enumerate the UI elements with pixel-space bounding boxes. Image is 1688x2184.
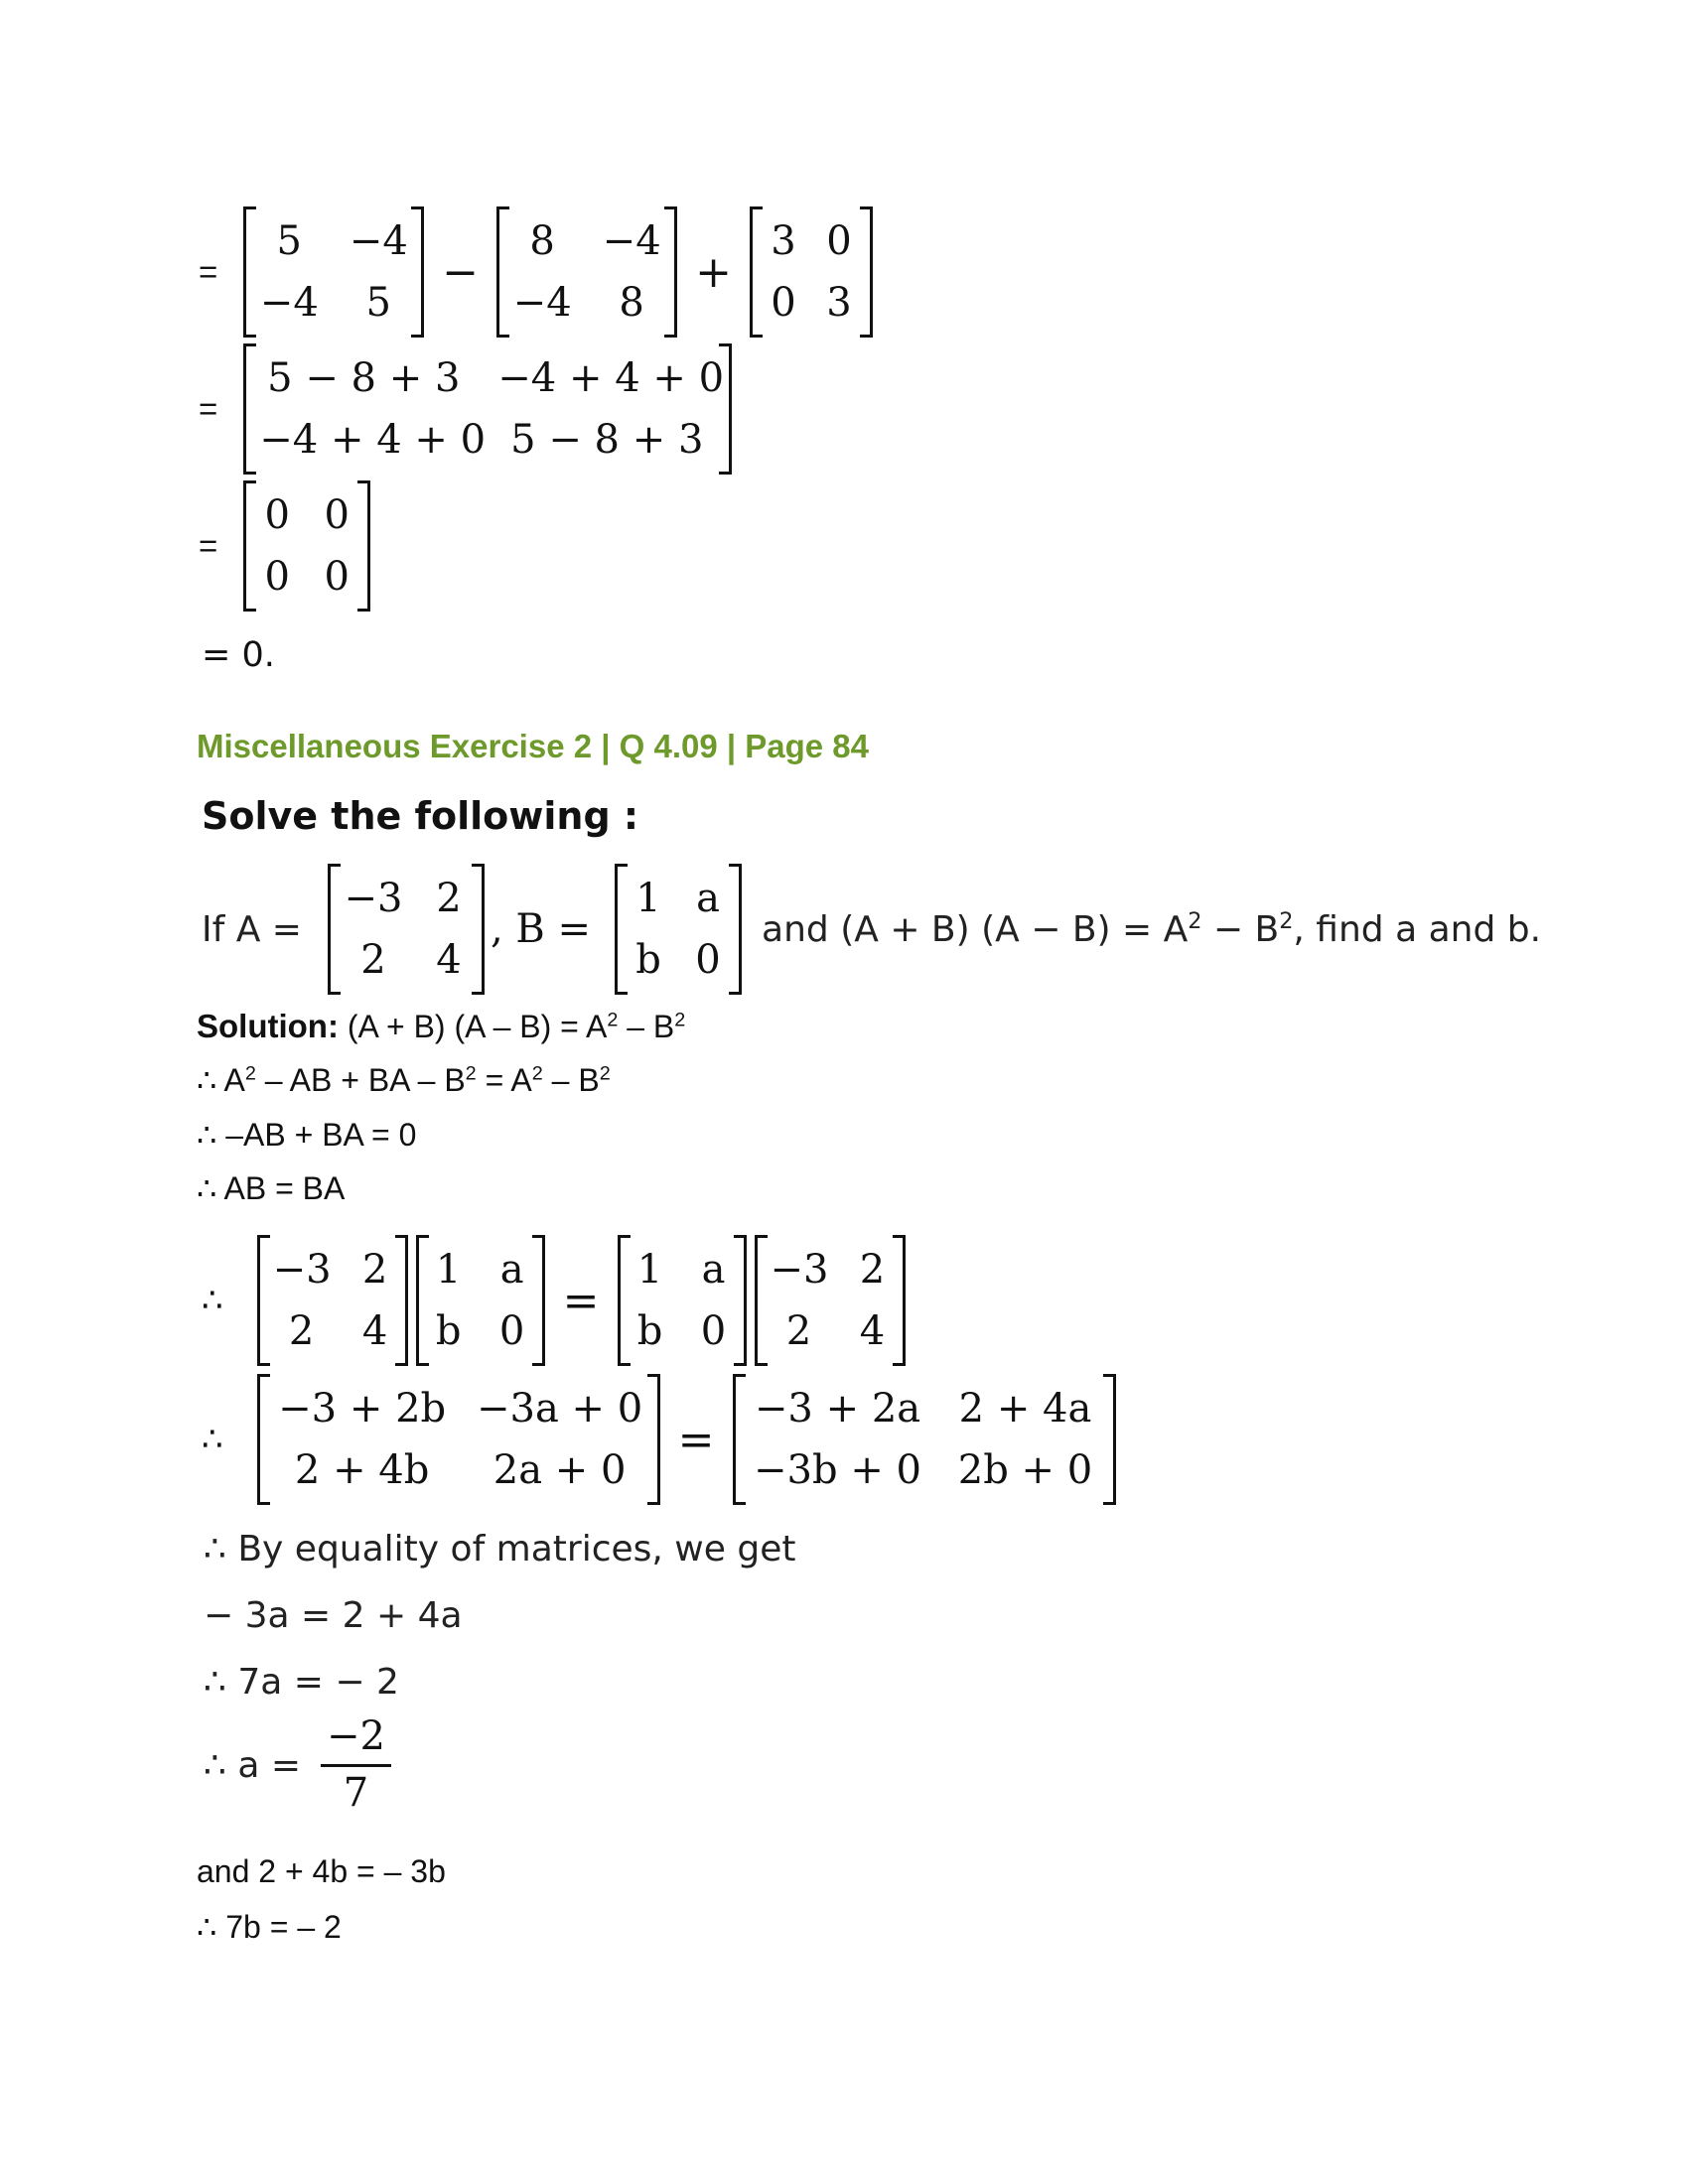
matrix-cell: −3 (770, 1247, 829, 1293)
matrix-cell: −4 + 4 + 0 (497, 355, 725, 401)
matrix-cell: 2 (361, 1247, 388, 1293)
solution-line-2: ∴ –AB + BA = 0 (197, 1117, 417, 1153)
matrix-cell: 2 (288, 1308, 315, 1354)
a-equals: ∴ a = (204, 1745, 302, 1786)
matrix-cell: −3 (272, 1247, 332, 1293)
solution-label: Solution: (197, 1008, 339, 1044)
matrix-cell: b (435, 1308, 462, 1354)
matrix-cell: b (636, 1308, 663, 1354)
matrix-cell: 0 (498, 1308, 525, 1354)
matrix-cell: a (701, 1247, 726, 1293)
matrix-cell: −3 (344, 876, 403, 921)
matrix-cell: 2 (785, 1308, 812, 1354)
fraction-a (204, 1712, 391, 1819)
therefore-symbol: ∴ (202, 1281, 223, 1320)
matrix-a (755, 1235, 906, 1366)
matrix-cell: 2 + 4a (958, 1386, 1092, 1432)
therefore-symbol: ∴ (202, 1420, 223, 1459)
matrix-cell: 2b + 0 (957, 1447, 1093, 1493)
matrix-cell: 0 (264, 492, 290, 538)
equation-7b: ∴ 7b = – 2 (197, 1909, 342, 1945)
minus-operator: − (442, 246, 480, 298)
matrix-cell: 8 (619, 280, 644, 326)
matrix-cell: 4 (859, 1308, 886, 1354)
step3-equation (199, 480, 374, 612)
numerator: −2 (321, 1712, 391, 1767)
matrix-cell: 5 − 8 + 3 (510, 417, 704, 463)
matrix-1 (243, 206, 424, 338)
matrix-cell: 0 (324, 492, 350, 538)
fraction (321, 1712, 391, 1819)
matrix-cell: 2 (436, 876, 462, 921)
matrix-sum (243, 343, 732, 475)
matrix-cell: 3 (771, 218, 796, 264)
matrix-cell: −4 (259, 280, 319, 326)
matrix-cell: 0 (324, 554, 350, 600)
matrix-cell: a (499, 1247, 524, 1293)
matrix-cell: −3b + 0 (754, 1447, 921, 1493)
step1-equation (199, 206, 877, 338)
equals-operator: = (562, 1275, 600, 1326)
matrix-cell: −3a + 0 (477, 1386, 643, 1432)
matrix-cell: −3 + 2a (754, 1386, 921, 1432)
matrix-cell: −4 + 4 + 0 (259, 417, 487, 463)
matrix-cell: 1 (636, 1247, 663, 1293)
matrix-cell: 0 (771, 280, 796, 326)
matrix-b (416, 1235, 545, 1366)
matrix-3 (750, 206, 873, 338)
b-equals: , B = (490, 906, 592, 952)
solution-line-0: Solution: (A + B) $(A - B) = A^2 - B^2$ (197, 1008, 686, 1044)
equation-a: − 3a = 2 + 4a (204, 1595, 463, 1636)
solution-line-1: ∴ $A^2$ – AB + BA – $B^2 = A^2 - B^2$ (197, 1062, 611, 1098)
matrix-cell: 2 (360, 937, 386, 983)
plus-operator: + (695, 246, 733, 298)
commutation-equation (202, 1235, 910, 1366)
equals-sign: = (199, 527, 218, 564)
solution-line-3: ∴ AB = BA (197, 1170, 346, 1206)
matrix-cell: 2 + 4b (294, 1447, 430, 1493)
equation-b: and 2 + 4b = – 3b (197, 1853, 446, 1889)
matrix-cell: 2a + 0 (492, 1447, 627, 1493)
equation-7a: ∴ 7a = − 2 (204, 1662, 399, 1703)
equals-operator: = (677, 1414, 715, 1465)
matrix-a (257, 1235, 408, 1366)
result-line: = 0. (202, 635, 275, 675)
question-prefix: If A = (202, 908, 302, 950)
product-equation (202, 1374, 1120, 1505)
question-title: Solve the following : (202, 794, 639, 838)
equals-sign: = (199, 390, 218, 427)
matrix-cell: 0 (264, 554, 290, 600)
matrix-cell: −4 (512, 280, 572, 326)
matrix-cell: a (696, 876, 720, 921)
exercise-heading[interactable]: Miscellaneous Exercise 2 | Q 4.09 | Page 84 (197, 728, 870, 764)
question-suffix: and (A + B) $(A - B) = A^2 - B^2$, find a and b. (762, 908, 1542, 950)
matrix-cell: 2 (859, 1247, 886, 1293)
question-statement (202, 864, 1541, 995)
matrix-a (328, 864, 485, 995)
matrix-cell: 0 (695, 937, 721, 983)
matrix-cell: 5 − 8 + 3 (267, 355, 461, 401)
matrix-cell: 0 (700, 1308, 727, 1354)
matrix-ab (257, 1374, 660, 1505)
matrix-cell: 1 (435, 1247, 462, 1293)
matrix-b (618, 1235, 747, 1366)
matrix-cell: 8 (529, 218, 555, 264)
matrix-cell: 0 (826, 218, 852, 264)
matrix-ba (733, 1374, 1116, 1505)
matrix-cell: −4 (349, 218, 408, 264)
matrix-cell: b (635, 937, 661, 983)
zero-matrix (243, 480, 370, 612)
matrix-cell: 5 (365, 280, 391, 326)
matrix-cell: 1 (635, 876, 661, 921)
matrix-cell: 4 (361, 1308, 388, 1354)
matrix-cell: −3 + 2b (278, 1386, 447, 1432)
equality-statement: ∴ By equality of matrices, we get (204, 1529, 796, 1570)
matrix-cell: 5 (276, 218, 302, 264)
equals-sign: = (199, 253, 218, 290)
matrix-cell: 3 (826, 280, 852, 326)
step2-equation (199, 343, 736, 475)
matrix-cell: −4 (602, 218, 661, 264)
matrix-b (615, 864, 742, 995)
matrix-cell: 4 (436, 937, 462, 983)
matrix-2 (496, 206, 677, 338)
denominator: 7 (343, 1770, 369, 1816)
